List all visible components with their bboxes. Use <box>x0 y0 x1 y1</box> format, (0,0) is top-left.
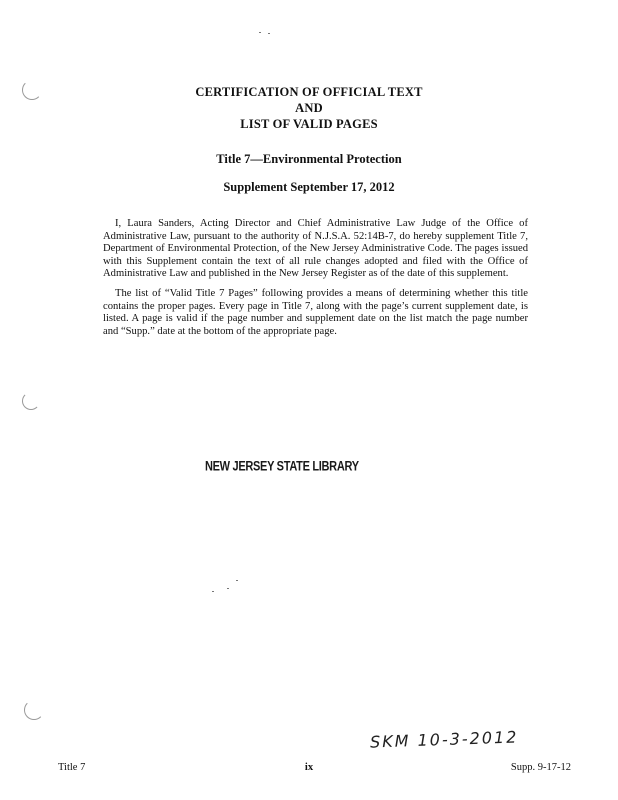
scan-speck <box>268 33 270 34</box>
scan-speck <box>227 588 229 589</box>
valid-pages-paragraph: The list of “Valid Title 7 Pages” following provides a means of determining whether this title contains the proper pages. Every page in Title 7, along with the page’s current supplement date, is listed. A page is valid if the page number and supplement date on the list match the page number and “Supp.” date at the bottom of the appropriate page. <box>103 288 528 337</box>
binder-hole-mark <box>24 700 44 720</box>
heading-line-2: AND <box>295 101 323 115</box>
library-stamp: NEW JERSEY STATE LIBRARY <box>205 459 359 474</box>
scan-speck <box>259 32 261 33</box>
footer-supplement-date: Supp. 9-17-12 <box>510 762 571 773</box>
heading-line-3: LIST OF VALID PAGES <box>240 117 378 131</box>
footer-page-number: ix <box>304 762 314 773</box>
handwritten-annotation: SKM 10-3-2012 <box>369 727 519 752</box>
scan-speck <box>212 591 214 592</box>
scan-speck <box>236 580 238 581</box>
certification-heading <box>0 84 618 132</box>
certification-paragraph: I, Laura Sanders, Acting Director and Chief Administrative Law Judge of the Office of Administrative Law, pursuant to the authority of N.J.S.A. 52:14B-7, do hereby supplement Title 7, Department of Environmental Protection, of the New Jersey Administrative Code. The pages issued with this Supplement contain the text of all rule changes adopted and filed with the Office of Administrative Law and published in the New Jersey Register as of the date of this supplement. <box>103 218 528 280</box>
footer-title: Title 7 <box>58 762 86 773</box>
heading-line-1: CERTIFICATION OF OFFICIAL TEXT <box>195 85 423 99</box>
title-heading: Title 7—Environmental Protection <box>216 152 402 166</box>
supplement-heading: Supplement September 17, 2012 <box>223 180 395 194</box>
binder-hole-mark <box>22 392 40 410</box>
